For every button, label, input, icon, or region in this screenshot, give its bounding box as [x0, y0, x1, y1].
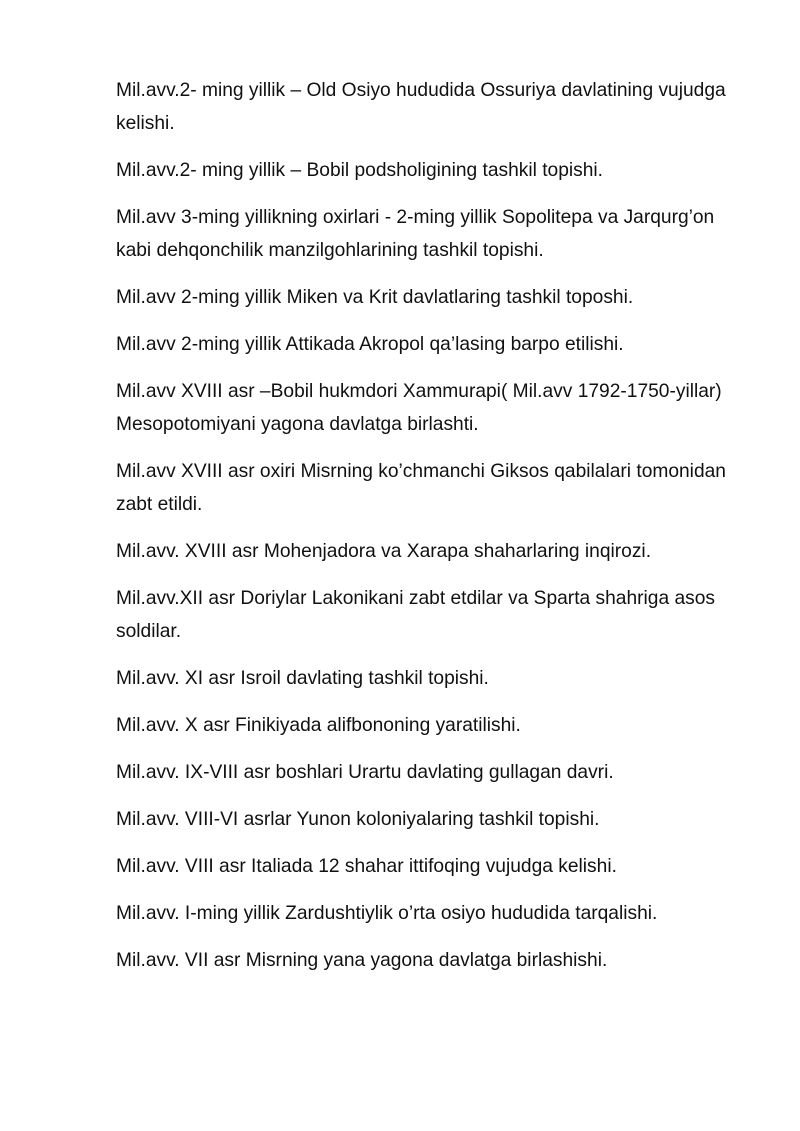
timeline-entry: Mil.avv. X asr Finikiyada alifbononing yaratilishi. — [116, 715, 521, 736]
timeline-entry: Mil.avv.2- ming yillik – Old Osiyo hududida Ossuriya davlatining vujudga kelishi. — [116, 80, 726, 134]
timeline-entry: Mil.avv 3-ming yillikning oxirlari - 2-ming yillik Sopolitepa va Jarqurg’on kabi dehqonchilik manzilgohlarining tashkil topishi. — [116, 207, 715, 261]
timeline-entry: Mil.avv. I-ming yillik Zardushtiylik o’rta osiyo hududida tarqalishi. — [116, 903, 658, 924]
timeline-entry: Mil.avv. VIII-VI asrlar Yunon koloniyalaring tashkil topishi. — [116, 809, 600, 830]
timeline-entry: Mil.avv.2- ming yillik – Bobil podsholigining tashkil topishi. — [116, 160, 604, 181]
timeline-entry: Mil.avv. VII asr Misrning yana yagona davlatga birlashishi. — [116, 950, 608, 971]
timeline-list — [116, 74, 746, 991]
timeline-entry: Mil.avv 2-ming yillik Miken va Krit davlatlaring tashkil toposhi. — [116, 287, 634, 308]
timeline-entry: Mil.avv. XVIII asr Mohenjadora va Xarapa shaharlaring inqirozi. — [116, 541, 652, 562]
timeline-entry: Mil.avv. XI asr Isroil davlating tashkil topishi. — [116, 668, 489, 689]
timeline-entry: Mil.avv. IX-VIII asr boshlari Urartu davlating gullagan davri. — [116, 762, 614, 783]
timeline-entry: Mil.avv 2-ming yillik Attikada Akropol qa’lasing barpo etilishi. — [116, 334, 624, 355]
timeline-entry: Mil.avv XVIII asr –Bobil hukmdori Xammurapi( Mil.avv 1792-1750-yillar) Mesopotomiyani yagona davlatga birlashti. — [116, 381, 722, 435]
timeline-entry: Mil.avv.XII asr Doriylar Lakonikani zabt etdilar va Sparta shahriga asos soldilar. — [116, 588, 715, 642]
timeline-entry: Mil.avv XVIII asr oxiri Misrning ko’chmanchi Giksos qabilalari tomonidan zabt etildi. — [116, 461, 726, 515]
timeline-entry: Mil.avv. VIII asr Italiada 12 shahar ittifoqing vujudga kelishi. — [116, 856, 617, 877]
